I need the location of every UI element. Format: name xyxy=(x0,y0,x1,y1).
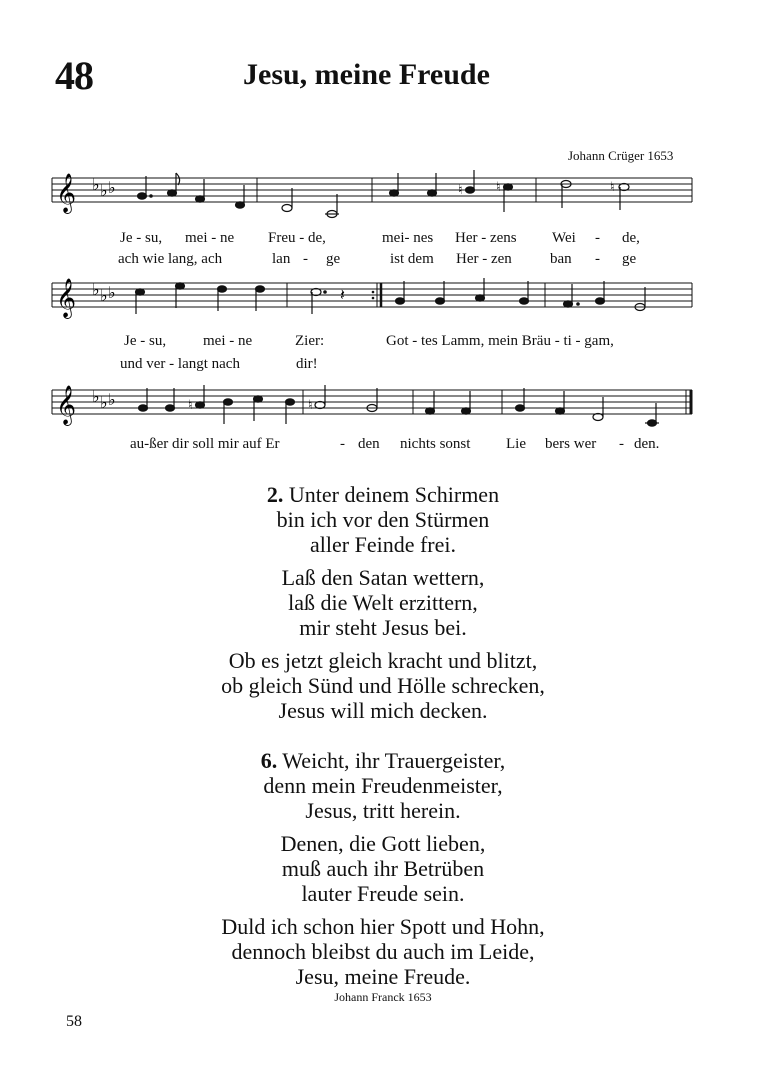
lyric-v2-1: ach wie lang, ach xyxy=(118,251,223,267)
stanza-line: Weicht, ihr Trauergeister, xyxy=(282,748,506,773)
svg-text:♮: ♮ xyxy=(308,398,313,413)
lyric-v1-1: Je - su, xyxy=(120,230,163,246)
lyric-v1-4: mei- nes xyxy=(382,230,434,246)
svg-text:♭: ♭ xyxy=(108,283,116,302)
lyric-v1-3: Freu - de, xyxy=(268,230,326,246)
page-number: 58 xyxy=(66,1013,82,1030)
hymn-title: Jesu, meine Freude xyxy=(243,58,490,91)
stanza-line: dennoch bleibst du auch im Leide, xyxy=(231,939,535,964)
lyric-s3-7: - xyxy=(619,436,624,452)
lyric-s2-v1-2: mei - ne xyxy=(203,333,253,349)
stanza-number: 2. xyxy=(266,482,284,507)
lyric-s3-1: au-ßer dir soll mir auf Er xyxy=(130,436,280,452)
svg-text:♭: ♭ xyxy=(100,286,108,305)
text-author-credit: Johann Franck 1653 xyxy=(334,990,432,1004)
stanza-line: ob gleich Sünd und Hölle schrecken, xyxy=(221,673,545,698)
svg-text:♭: ♭ xyxy=(108,178,116,197)
lyric-s2-v2-1: und ver - langt nach xyxy=(120,356,240,372)
music-staff-system-1 xyxy=(0,160,766,230)
lyric-s2-v1-1: Je - su, xyxy=(124,333,167,349)
lyric-s3-8: den. xyxy=(634,436,660,452)
stanza-line: bin ich vor den Stürmen xyxy=(276,507,490,532)
lyric-s3-5: Lie xyxy=(506,436,526,452)
stanza-line: Duld ich schon hier Spott und Hohn, xyxy=(221,914,545,939)
lyric-s2-v2-2: dir! xyxy=(296,356,318,372)
lyric-s2-v1-3: Zier: xyxy=(295,333,325,349)
lyric-v2-3: - xyxy=(303,251,308,267)
lyric-v2-8: - xyxy=(595,251,600,267)
music-staff-system-2 xyxy=(0,270,766,330)
svg-text:♭: ♭ xyxy=(100,393,108,412)
lyric-v2-6: Her - zen xyxy=(456,251,512,267)
stanza-line: mir steht Jesus bei. xyxy=(299,615,467,640)
svg-text:♭: ♭ xyxy=(92,387,100,406)
svg-text:♭: ♭ xyxy=(100,181,108,200)
stanza-6 xyxy=(0,748,766,989)
stanza-line: denn mein Freudenmeister, xyxy=(263,773,503,798)
stanza-line: Jesu, meine Freude. xyxy=(295,964,471,989)
lyric-v1-8: de, xyxy=(622,230,640,246)
lyric-s3-2: - xyxy=(340,436,345,452)
lyric-v2-7: ban xyxy=(550,251,572,267)
composer-credit: Johann Crüger 1653 xyxy=(568,148,674,163)
stanza-line: aller Feinde frei. xyxy=(310,532,456,557)
stanza-line: Unter deinem Schirmen xyxy=(288,482,500,507)
lyric-v2-4: ge xyxy=(326,251,341,267)
svg-text:𝄽: 𝄽 xyxy=(340,285,345,304)
stanza-2 xyxy=(0,482,766,723)
lyric-s3-4: nichts sonst xyxy=(400,436,471,452)
svg-text:♭: ♭ xyxy=(92,280,100,299)
stanza-line: Denen, die Gott lieben, xyxy=(280,831,486,856)
stanza-number: 6. xyxy=(260,748,278,773)
svg-text:♮: ♮ xyxy=(188,398,193,413)
stanza-line: laß die Welt erzittern, xyxy=(288,590,478,615)
svg-text:♭: ♭ xyxy=(92,175,100,194)
stanza-line: Laß den Satan wettern, xyxy=(281,565,485,590)
lyric-v1-7: - xyxy=(595,230,600,246)
svg-text:♮: ♮ xyxy=(496,180,501,195)
music-staff-system-3 xyxy=(0,375,766,435)
svg-text:♭: ♭ xyxy=(108,390,116,409)
lyric-v2-5: ist dem xyxy=(390,251,434,267)
svg-text:♮: ♮ xyxy=(610,180,615,195)
stanza-line: Jesus, tritt herein. xyxy=(305,798,461,823)
treble-clef-icon: 𝄞 xyxy=(56,173,77,213)
svg-text:𝄞: 𝄞 xyxy=(56,385,77,425)
hymn-number: 48 xyxy=(55,53,93,98)
lyric-s3-6: bers wer xyxy=(545,436,597,452)
lyric-v1-5: Her - zens xyxy=(455,230,517,246)
lyric-v1-2: mei - ne xyxy=(185,230,235,246)
svg-text:♮: ♮ xyxy=(458,183,463,198)
lyric-v2-2: lan xyxy=(272,251,291,267)
svg-text:𝄞: 𝄞 xyxy=(56,278,77,318)
stanza-line: Ob es jetzt gleich kracht und blitzt, xyxy=(228,648,538,673)
lyric-s3-3: den xyxy=(358,436,380,452)
lyric-s2-v1-4: Got - tes Lamm, mein Bräu - ti - gam, xyxy=(386,333,614,349)
lyric-v2-9: ge xyxy=(622,251,637,267)
stanza-line: muß auch ihr Betrüben xyxy=(281,856,485,881)
lyric-v1-6: Wei xyxy=(552,230,576,246)
stanza-line: lauter Freude sein. xyxy=(301,881,465,906)
stanza-line: Jesus will mich decken. xyxy=(278,698,488,723)
